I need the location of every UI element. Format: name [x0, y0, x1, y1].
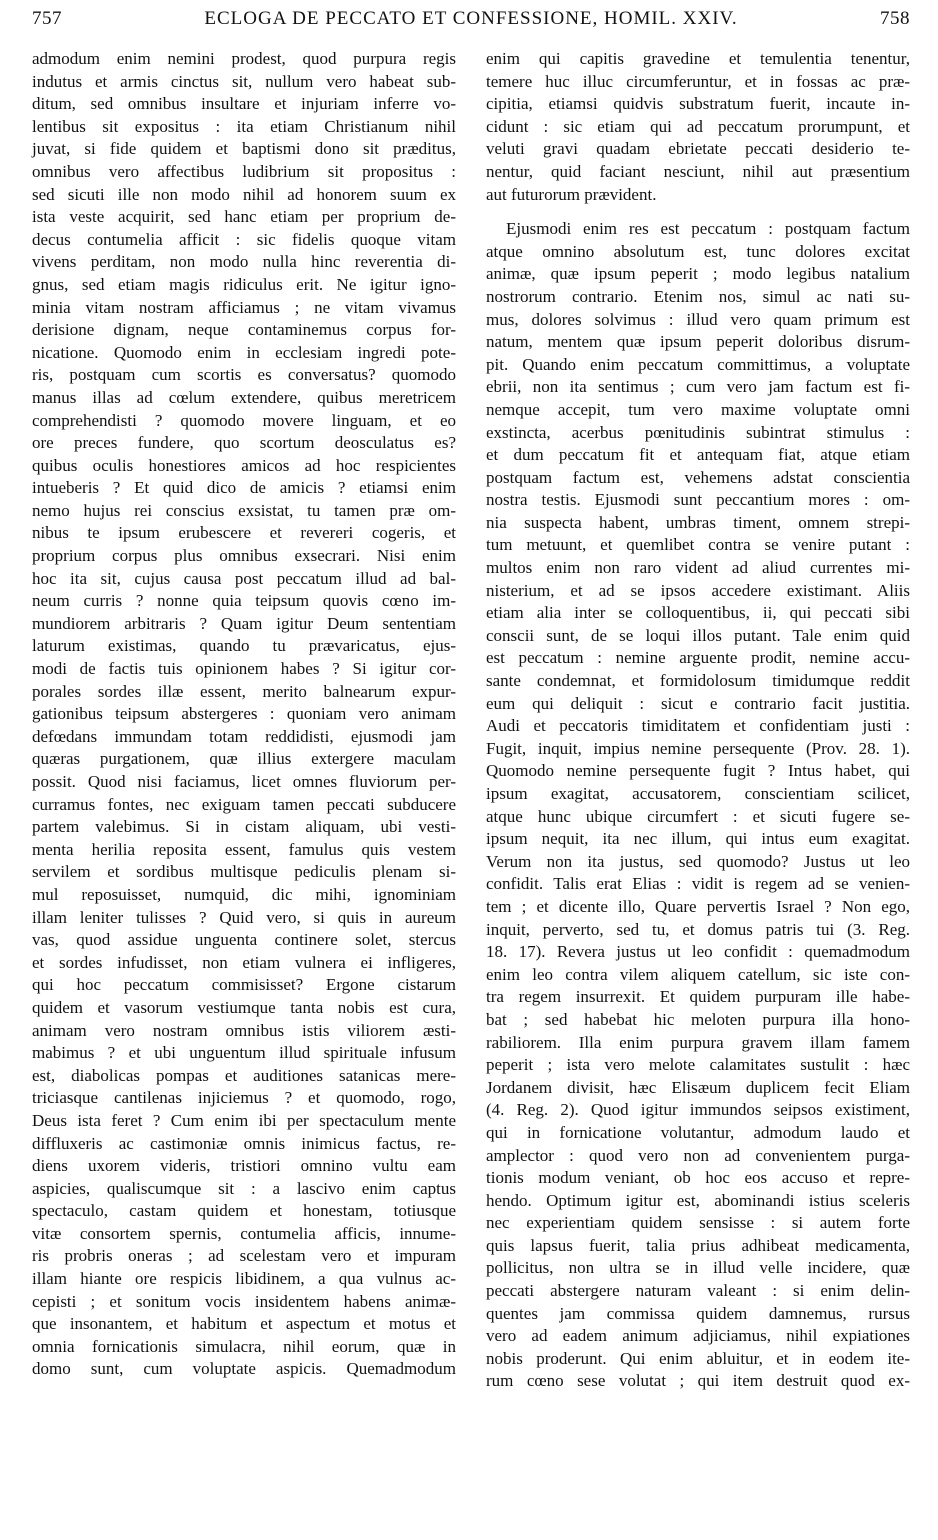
text-line: quibus oculis honestiores amicos ad hoc respicientes	[32, 455, 456, 475]
text-line: vero ad eadem animum adjiciamus, nihil expiationes	[486, 1326, 910, 1346]
text-line: laturum existimas, quando tu prævaricatus, ejus-	[32, 636, 456, 656]
text-line: admodum enim nemini prodest, quod purpura regis	[32, 49, 456, 68]
text-line: quentes jam commissa quidem damnemus, rursus	[486, 1303, 910, 1323]
text-line: comprehendisti ? quomodo movere linguam, et eo	[32, 410, 456, 430]
text-line: tem ; et dicente illo, Quare pervertis Israel ? Non ego,	[486, 896, 910, 916]
text-line: hendo. Optimum igitur est, abominandi istius sceleris	[486, 1190, 910, 1210]
text-line: nia suspecta habent, umbras timent, omnem strepi-	[486, 512, 910, 532]
text-line: nemo hujus rei conscius exsistat, tu tamen præ om-	[32, 500, 456, 520]
right-page-number: 758	[880, 8, 910, 29]
text-line: aspicies, qualiscumque sit : a lascivo enim captus	[32, 1178, 456, 1198]
text-line: amplector : quod vero non ad convenientem purga-	[486, 1145, 910, 1165]
text-line: neum curris ? nonne quia teipsum quovis cœno im-	[32, 591, 456, 611]
left-page-number: 757	[32, 8, 62, 29]
text-line: porales sordes illæ essent, merito balnearum expur-	[32, 681, 456, 701]
text-columns	[32, 48, 910, 1393]
text-line: minia vitam nostram afficiamus ; ne vitam vivamus	[32, 297, 456, 317]
text-line: intueberis ? Et quid dico de amicis ? etiamsi enim	[32, 478, 456, 498]
text-line: est, diabolicas pompas et auditiones satanicas mere-	[32, 1065, 456, 1085]
text-line: enim qui capitis gravedine et temulentia tenentur,	[486, 49, 910, 68]
text-line: hoc ita sit, cujus causa post peccatum illud ad bal-	[32, 568, 456, 588]
text-line: nentur, quid faciant nesciunt, nihil aut præsentium	[486, 161, 910, 181]
text-line: nec experientiam quidem sensisse : si autem forte	[486, 1213, 910, 1233]
text-line: nostra testis. Ejusmodi sunt peccantium mores : om-	[486, 490, 910, 510]
text-line: triciasque cantilenas injiciemus ? et quomodo, rogo,	[32, 1088, 456, 1108]
text-line: gationibus teipsum abstergeres : quoniam vero animam	[32, 704, 456, 724]
text-line: diens uxorem videris, tristiori omnino vultu eam	[32, 1156, 456, 1176]
text-line: mabimus ? et ubi unguentum illud spirituale infusum	[32, 1043, 456, 1063]
text-line: animam vero nostram omnibus istis viliorem æsti-	[32, 1020, 456, 1040]
text-line: spectaculo, castam quidem et honestam, totiusque	[32, 1201, 456, 1221]
left-column	[32, 48, 456, 1393]
text-line: nostrorum contrario. Etenim nos, simul ac nati su-	[486, 286, 910, 306]
text-line: ris probris oneras ; ad scelestam vero et impuram	[32, 1246, 456, 1266]
text-line: omnia fornicationis simulacra, nihil eorum, quæ in	[32, 1336, 456, 1356]
text-line: ipsum nequit, ita nec illum, qui intus eum exagitat.	[486, 829, 910, 849]
text-line: enim leo contra vilem aliquem catellum, sic iste con-	[486, 964, 910, 984]
text-line: decus contumelia afficit : sic fidelis quoque vitam	[32, 229, 456, 249]
text-line: et sordes infudisset, non etiam vulnera ei infligeres,	[32, 952, 456, 972]
text-line: derisione dignam, neque contaminemus corpus for-	[32, 320, 456, 340]
text-line: mul reposuisset, numquid, dic mihi, ignominiam	[32, 884, 456, 904]
text-line: modi de factis tuis opinionem habes ? Si igitur cor-	[32, 659, 456, 679]
text-line: ris, postquam cum scortis es conversatus? quomodo	[32, 365, 456, 385]
text-line: tum metuunt, et quemlibet contra se venire putant :	[486, 535, 910, 555]
text-line: manus illas ad cœlum extendere, quibus meretricem	[32, 387, 456, 407]
right-column	[486, 48, 910, 1393]
text-line: nibus te ipsum erubescere et revereri cogeris, et	[32, 523, 456, 543]
text-line: juvat, si fide quidem et baptismi dono sit præditus,	[32, 139, 456, 159]
text-line: Audi et peccatoris timiditatem et confidentiam justi :	[486, 716, 910, 736]
text-line: exstincta, acerbus pœnitudinis subintrat stimulus :	[486, 422, 910, 442]
text-line: nisterium, et ad se ipsos accedere existimant. Aliis	[486, 580, 910, 600]
text-line: pit. Quando enim peccatum committimus, a voluptate	[486, 354, 910, 374]
text-line: defœdans immundam totam reddidisti, ejusmodi jam	[32, 726, 456, 746]
text-line: Verum non ita justus, sed quomodo? Justus ut leo	[486, 851, 910, 871]
text-line: peperit ; ista vero melote calamitates sustulit : hæc	[486, 1055, 910, 1075]
text-line: qui in fornicatione volutantur, admodum laudo et	[486, 1122, 910, 1142]
text-line: vas, quod assidue unguenta continere solet, stercus	[32, 930, 456, 950]
text-line: ditum, sed omnibus insultare et injuriam inferre vo-	[32, 94, 456, 114]
text-line: nemque accepit, tum vero maxime voluptate omni	[486, 399, 910, 419]
text-line: conscii sunt, de se loqui illos putant. Tale enim quid	[486, 625, 910, 645]
running-title: ECLOGA DE PECCATO ET CONFESSIONE, HOMIL. XXIV.	[204, 8, 738, 29]
text-line: diffluxeris ac castimoniæ omnis inimicus factus, re-	[32, 1133, 456, 1153]
text-line: mundiorem arbitraris ? Quam igitur Deum sententiam	[32, 613, 456, 633]
text-line: ore preces fundere, quo scortum deosculatus es?	[32, 433, 456, 453]
text-line: partem valebimus. Si in cistam aliquam, ubi vesti-	[32, 817, 456, 837]
text-line: proprium corpus plus omnibus exsecrari. Nisi enim	[32, 546, 456, 566]
text-line: quidem et vasorum vestiumque tanta nobis est cura,	[32, 997, 456, 1017]
text-line: (4. Reg. 2). Quod igitur immundos seipsos existiment,	[486, 1100, 910, 1120]
paragraph-gap	[486, 206, 910, 218]
text-line: sante condemnat, et formidolosum timidumque reddit	[486, 671, 910, 691]
text-line: veluti gravi quadam ebrietate peccati desiderio te-	[486, 139, 910, 159]
text-line: cepisti ; et sonitum vocis insidentem habens animæ-	[32, 1291, 456, 1311]
text-line: nicatione. Quomodo enim in ecclesiam ingredi pote-	[32, 342, 456, 362]
text-line: nobis proderunt. Qui enim abluitur, et in eodem ite-	[486, 1348, 910, 1368]
text-line: ebrii, non ita sentimus ; cum vero jam factum est fi-	[486, 377, 910, 397]
text-line: lentibus sit expositus : ita etiam Christianum nihil	[32, 116, 456, 136]
text-line: 18. 17). Revera justus ut leo confidit : quemadmodum	[486, 942, 910, 962]
text-line: Fugit, inquit, impius nemine persequente (Prov. 28. 1).	[486, 738, 910, 758]
text-line: tionis modum veniant, ob hoc eos accuso et repre-	[486, 1168, 910, 1188]
text-line: aut futurorum prævident.	[486, 184, 657, 204]
text-line: que insonantem, et habitum et aspectum et motus et	[32, 1314, 456, 1334]
text-line: cidunt : sic etiam qui ad peccatum prorumpunt, et	[486, 116, 910, 136]
text-line: vivens perditam, non modo nulla hinc reverentia di-	[32, 252, 456, 272]
text-line: ista veste acquirit, sed hanc etiam per proprium de-	[32, 207, 456, 227]
text-line: pollicitus, non ultra se in illud velle incidere, quæ	[486, 1258, 910, 1278]
text-line: illam hiante ore respicis libidinem, a qua vulnus ac-	[32, 1269, 456, 1289]
text-line: postquam factum est, vehemens adstat conscientia	[486, 467, 910, 487]
text-line: possit. Quod nisi faciamus, licet omnes fluviorum per-	[32, 772, 456, 791]
text-line: est peccatum : nemine arguente prodit, nemine accu-	[486, 648, 910, 668]
text-line: servilem et sordibus multisque pediculis plenam si-	[32, 862, 456, 882]
text-line: gnus, sed etiam magis ridiculus erit. Ne igitur igno-	[32, 274, 456, 294]
text-line: vitæ consortem spernis, contumelia afficis, innume-	[32, 1223, 456, 1243]
text-line: indutus et armis cinctus sit, nullum vero habeat sub-	[32, 71, 456, 91]
text-line: natum, mentem quæ ipsum peperit doloribus disrum-	[486, 332, 910, 352]
text-line: illam leniter tulisses ? Quid vero, si quis in aureum	[32, 907, 456, 927]
text-line: inquit, perverto, sed tu, et domus patris tui (3. Reg.	[486, 919, 910, 939]
text-line: atque omnino absolutum est, tunc dolores excitat	[486, 241, 910, 261]
text-line: domo sunt, cum voluptate aspicis. Quemadmodum	[32, 1359, 456, 1379]
text-line: Quomodo nemine persequente fugit ? Intus habet, qui	[486, 761, 910, 781]
text-line: et dum peccatum fit et antequam fiat, atque etiam	[486, 445, 910, 465]
page-header	[32, 8, 910, 48]
text-line: Deus ista feret ? Cum enim ibi per spectaculum mente	[32, 1110, 456, 1130]
text-line: menta herilia reposita essent, famulus quis vestem	[32, 839, 456, 859]
text-line: peccati abstergere naturam valeant : si enim delin-	[486, 1281, 910, 1301]
text-line: tra regem insurrexit. Et quidem purpuram ille habe-	[486, 987, 910, 1007]
text-line: animæ, quæ ipsum peperit ; modo legibus natalium	[486, 264, 910, 284]
text-line: curramus fontes, nec exiguam tamen peccati subducere	[32, 794, 456, 814]
text-line: mus, dolores solvimus : illud vero quam primum est	[486, 309, 910, 329]
text-line: rum cœno sese volutat ; qui item destruit quod ex-	[486, 1371, 910, 1391]
text-line: etiam alia inter se colloquentibus, ii, qui peccati sibi	[486, 603, 910, 623]
text-line: omnibus vero affectibus ludibrium sit propositus :	[32, 161, 456, 181]
text-line: quis lapsus fuerit, talia prius adhibeat medicamenta,	[486, 1235, 910, 1255]
text-line: cipitia, etiamsi quidvis substratum fuerit, incaute in-	[486, 94, 910, 114]
text-line: multos enim non raro vident ad aliud currentes mi-	[486, 558, 910, 578]
text-line: atque hunc ubique circumfert : et sicuti fugere se-	[486, 806, 910, 826]
text-line: eum qui deliquit : sicut e contrario facit justitia.	[486, 693, 910, 713]
text-line: bat ; sed habebat hic meloten purpura illa hono-	[486, 1009, 910, 1029]
text-line: Ejusmodi enim res est peccatum : postquam factum	[506, 219, 910, 239]
text-line: qui hoc peccatum commisisset? Ergone cistarum	[32, 975, 456, 995]
text-line: ipsum exagitat, accusatorem, conscientiam scilicet,	[486, 784, 910, 803]
text-line: confidit. Talis erat Elias : vidit is regem ad se venien-	[486, 874, 910, 894]
text-line: temere huc illuc circumferuntur, et in fossas ac præ-	[486, 71, 910, 91]
text-line: sed sicuti ille non modo nihil ad honorem suum ex	[32, 184, 456, 204]
text-line: Jordanem divisit, hæc Elisæum duplicem fecit Eliam	[486, 1077, 910, 1097]
text-line: quæras purgationem, quæ illius extergere maculam	[32, 749, 456, 769]
text-line: rabiliorem. Illa enim purpura gravem illam famem	[486, 1032, 910, 1052]
